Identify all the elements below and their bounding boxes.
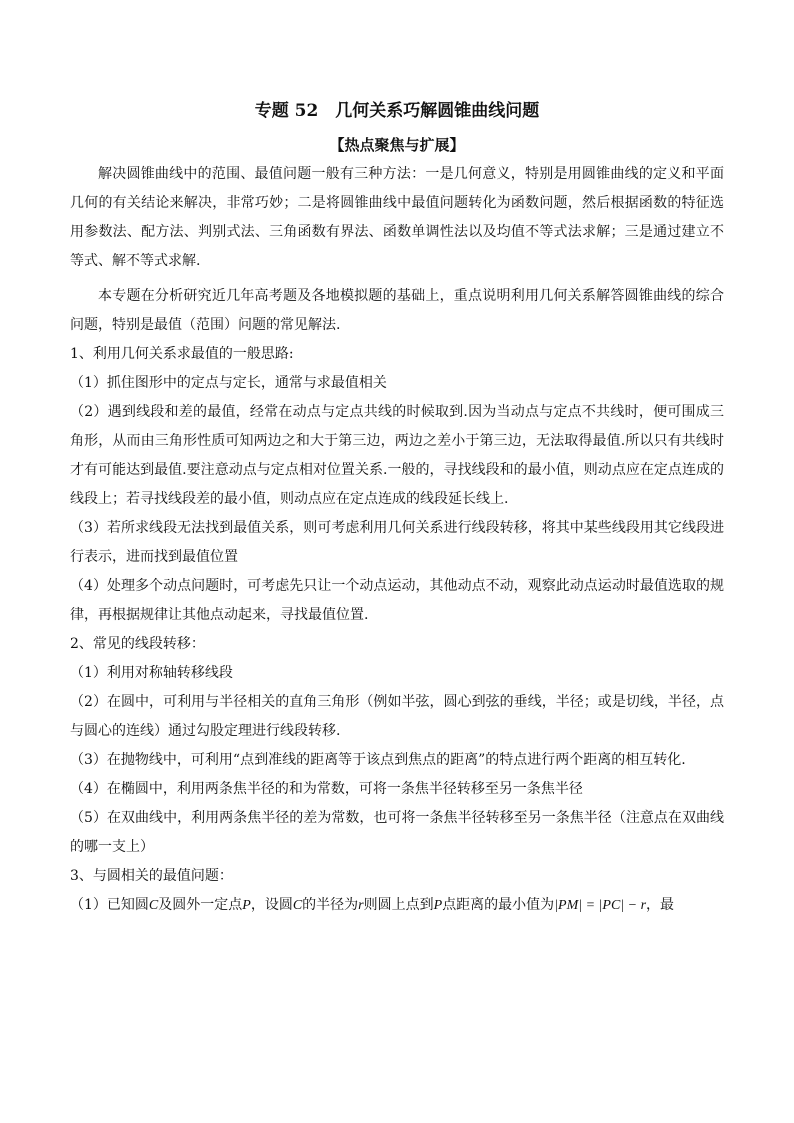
section-2-item-4: （4）在椭圆中，利用两条焦半径的和为常数，可将一条焦半径转移至另一条焦半径 bbox=[70, 781, 583, 797]
section-3-item-1 bbox=[70, 891, 724, 920]
section-2-item-2: （2）在圆中，可利用与半径相关的直角三角形（例如半弦，圆心到弦的垂线，半径；或是切线，半径，点与圆心的连线）通过勾股定理进行线段转移. bbox=[70, 694, 724, 739]
section-1-item-3: （3）若所求线段无法找到最值关系，则可考虑利用几何关系进行线段转移，将其中某些线段用其它线段进行表示，进而找到最值位置 bbox=[70, 520, 724, 565]
section-1-item-2: （2）遇到线段和差的最值，经常在动点与定点共线的时候取到.因为当动点与定点不共线时，便可围成三角形，从而由三角形性质可知两边之和大于第三边，两边之差小于第三边，无法取得最值.所以只有共线时才有可能达到最值.要注意动点与定点相对位置关系.一般的，寻找线段和的最小值，则动点应在定点连成的线段上；若寻找线段差的最小值，则动点应在定点连成的线段延长线上. bbox=[70, 404, 724, 507]
text-fragment: ，设圆 bbox=[250, 897, 293, 913]
section-2-item-3: （3）在抛物线中，可利用“点到准线的距离等于该点到焦点的距离”的特点进行两个距离的相互转化. bbox=[70, 752, 686, 768]
math-fragment: C bbox=[292, 898, 303, 913]
section-1-item-4: （4）处理多个动点问题时，可考虑先只让一个动点运动，其他动点不动，观察此动点运动时最值选取的规律，再根据规律让其他点动起来，寻找最值位置. bbox=[70, 578, 724, 623]
document-title: 专题 52 几何关系巧解圆锥曲线问题 bbox=[254, 101, 540, 121]
section-3-heading: 3、与圆相关的最值问题： bbox=[70, 868, 233, 884]
text-fragment: （1）已知圆 bbox=[70, 897, 149, 913]
section-subtitle: 【热点聚焦与扩展】 bbox=[329, 136, 465, 154]
section-2-item-1: （1）利用对称轴转移线段 bbox=[70, 665, 233, 681]
section-1-heading: 1、利用几何关系求最值的一般思路: bbox=[70, 346, 294, 362]
math-fragment: P bbox=[242, 898, 251, 913]
math-fragment: r bbox=[358, 898, 364, 913]
section-2-item-5: （5）在双曲线中，利用两条焦半径的差为常数，也可将一条焦半径转移至另一条焦半径（注意点在双曲线的哪一支上） bbox=[70, 810, 724, 855]
text-fragment: ，最 bbox=[646, 897, 675, 913]
section-2-heading: 2、常见的线段转移： bbox=[70, 636, 205, 652]
intro-paragraph-1: 解决圆锥曲线中的范围、最值问题一般有三种方法：一是几何意义，特别是用圆锥曲线的定义和平面几何的有关结论来解决，非常巧妙；二是将圆锥曲线中最值问题转化为函数问题，然后根据函数的特征选用参数法、配方法、判别式法、三角函数有界法、函数单调性法以及均值不等式法求解；三是通过建立不等式、解不等式求解. bbox=[70, 166, 724, 269]
math-fragment: P bbox=[433, 898, 443, 913]
text-fragment: 及圆外一定点 bbox=[158, 897, 243, 913]
section-1-item-1: （1）抓住图形中的定点与定长，通常与求最值相关 bbox=[70, 375, 387, 391]
text-fragment: 点距离的最小值为 bbox=[442, 897, 555, 913]
intro-paragraph-2: 本专题在分析研究近几年高考题及各地模拟题的基础上，重点说明利用几何关系解答圆锥曲线的综合问题，特别是最值（范围）问题的常见解法. bbox=[70, 288, 724, 333]
text-fragment: 则圆上点到 bbox=[363, 897, 434, 913]
math-fragment: C bbox=[148, 898, 159, 913]
math-fragment: |PM| = |PC| − r bbox=[554, 898, 647, 913]
document-page bbox=[70, 98, 724, 920]
text-fragment: 的半径为 bbox=[302, 897, 359, 913]
